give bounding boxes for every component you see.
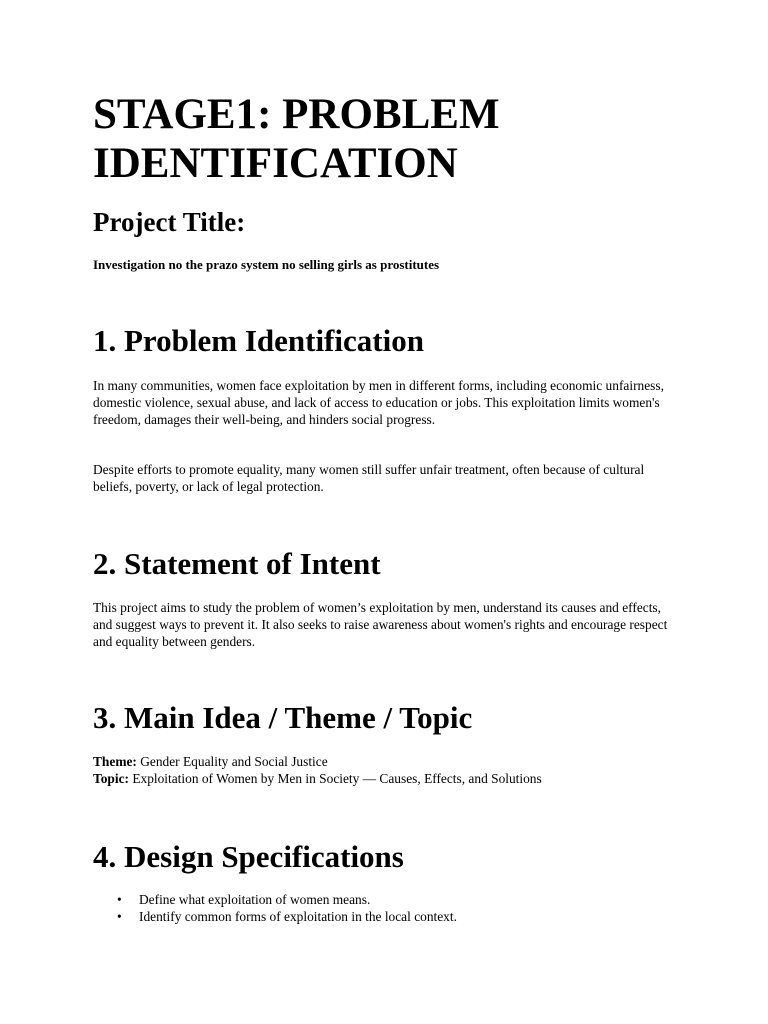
topic-value: Exploitation of Women by Men in Society — Causes, Effects, and Solutions [128, 771, 542, 786]
theme-label: Theme: [93, 754, 137, 769]
intent-paragraph: This project aims to study the problem of women’s exploitation by men, understand its causes and effects, and suggest ways to prevent it. It also seeks to raise awareness about women's rights and encourage respect and equality between genders. [93, 600, 668, 649]
problem-paragraph-1: In many communities, women face exploitation by men in different forms, including economic unfairness, domestic violence, sexual abuse, and lack of access to education or jobs. This exploitation limits women's freedom, damages their well-being, and hinders social progress. [93, 378, 664, 427]
topic-label: Topic: [93, 771, 129, 786]
design-specifications-list [93, 891, 457, 925]
theme-value: Gender Equality and Social Justice [136, 754, 328, 769]
bullet-icon: • [117, 892, 122, 907]
section-heading-problem-identification: 1. Problem Identification [93, 323, 424, 358]
project-title-heading: Project Title: [93, 207, 246, 237]
list-item-text: Identify common forms of exploitation in the local context. [139, 909, 457, 924]
section-heading-statement-of-intent: 2. Statement of Intent [93, 546, 381, 581]
problem-paragraph-2: Despite efforts to promote equality, many women still suffer unfair treatment, often because of cultural beliefs, poverty, or lack of legal protection. [93, 462, 645, 494]
list-item [93, 908, 457, 925]
section-heading-main-idea: 3. Main Idea / Theme / Topic [93, 700, 473, 735]
topic-line [93, 770, 683, 787]
bullet-icon: • [117, 909, 122, 924]
list-item [93, 891, 457, 908]
theme-line [93, 753, 683, 770]
section-heading-design-specifications: 4. Design Specifications [93, 839, 404, 874]
list-item-text: Define what exploitation of women means. [139, 892, 371, 907]
document-title: STAGE1: PROBLEM IDENTIFICATION [93, 91, 500, 187]
project-title-text: Investigation no the prazo system no selling girls as prostitutes [93, 257, 440, 272]
